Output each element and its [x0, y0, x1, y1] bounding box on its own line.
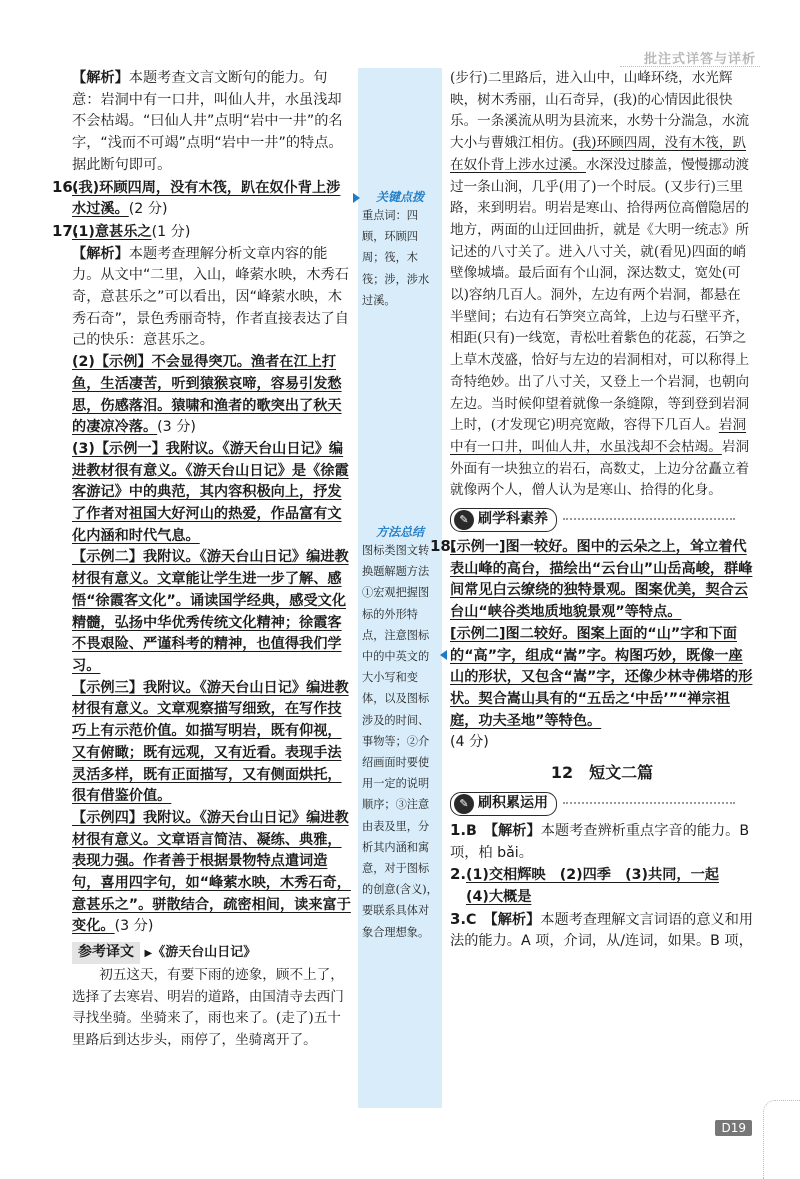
page-corner-decoration [763, 1100, 800, 1179]
q17-p3-example2: 【示例二】我附议。《游天台山日记》编进教材很有意义。文章能让学生进一步了解、感悟“徐霞客文化”。诵读国学经典，感受文化精髓，弘扬中华优秀传统文化精神；徐霞客不畏艰险、严谨科考的精神，也值得我们学习。 [72, 549, 349, 674]
question-number: 16. [52, 177, 79, 196]
reference-translation-heading [72, 942, 354, 965]
q17-p1-answer: (1)意甚乐之 [72, 223, 152, 240]
ref-underlined: (我)环顾四周，没有木筏，趴在奴仆背上涉水过溪。 [450, 135, 747, 173]
page-number: D19 [715, 1120, 752, 1136]
q16-score: (2 分) [128, 201, 168, 218]
badge-dotted-line [563, 518, 735, 520]
section-badge-literacy [450, 508, 754, 532]
q2-line2: (4)大概是 [466, 888, 532, 905]
reference-label: 参考译文 [72, 942, 140, 964]
question-number: 3. [450, 909, 467, 928]
badge-label: 刷学科素养 [478, 511, 548, 528]
question-number: 18. [430, 537, 457, 556]
reference-text-continued [450, 68, 754, 502]
analysis-text: 本题考查辨析重点字音的能力。B 项，柏 bǎi。 [450, 822, 750, 861]
reference-title: 《游天台山日记》 [152, 945, 257, 961]
q1-answer [450, 820, 754, 864]
q17-p3-example4-text: 【示例四】我附议。《游天台山日记》编进教材很有意义。文章语言简洁、凝练、典雅，表现力强。作者善于根据景物特点遣词造句，喜用四字句，如“峰萦水映，木秀石奇，意甚乐之”。骈散结合，疏密相间，读来富于变化。 [72, 809, 351, 935]
section-title: 12 短文二篇 [550, 763, 654, 783]
arrow-right-icon [353, 193, 360, 203]
header-divider [620, 66, 760, 67]
q17-p2-score: (3 分) [157, 419, 196, 436]
badge-label: 刷积累运用 [478, 794, 548, 811]
q17-p2-text: (2)【示例】不会显得突兀。渔者在江上打鱼，生活凄苦，听到猿猴哀啼，容易引发愁思，伤感落泪。猿啸和渔者的歌突出了秋天的凄凉冷落。 [72, 354, 342, 436]
q17-p3-example1: (3)【示例一】我附议。《游天台山日记》编进教材很有意义。《游天台山日记》是《徐霞客游记》中的典范，其内容积极向上，抒发了作者对祖国大好河山的热爱，作品富有文化内涵和时代气息。 [72, 440, 349, 544]
q3-answer [450, 909, 754, 953]
badge-dotted-line [563, 802, 735, 804]
ref-part: 岩洞外面有一块独立的岩石，高数丈，上边分岔矗立着就像两个人，僧人认为是寒山、拾得的化身。 [450, 438, 750, 499]
analysis-text: 本题考查理解分析文章内容的能力。从文中“二里，入山，峰萦水映，木秀石奇，意甚乐之”可以看出，因“峰萦水映，木秀石奇”，景色秀丽奇特，作者直接表达了自己的快乐：意甚乐之。 [72, 245, 349, 349]
section-badge-accumulation [450, 792, 754, 816]
q17-p3-example4 [72, 808, 354, 938]
q16-text: (我)环顾四周，没有木筏，趴在奴仆背上涉水过溪。 [72, 179, 341, 218]
badge [450, 792, 557, 816]
method-summary-note [358, 523, 442, 943]
question-number: 17. [52, 221, 79, 240]
q2-answer [450, 864, 754, 908]
triangle-icon: ▶ [144, 948, 153, 960]
q18-example1 [430, 536, 754, 624]
arrow-left-icon [440, 650, 447, 660]
ref-part: 水深没过膝盖，慢慢挪动渡过一条山涧，几乎(用了)一个时辰。(又步行)三里路，来到明岩。明岩是寒山、拾得两位高僧隐居的地方，两面的山迂回曲折，就是《大明一统志》所记述的八寸关了。进入八寸关，就(看见)四面的峭壁像城墙。最后面有个山洞，深达数丈，宽处(可以)容纳几百人。洞外，左边有两个岩洞，都悬在半壁间；右边有石笋突立高耸，上边与石壁平齐，相距(只有)一线宽，青松吐着紫色的花蕊，石笋之上草木茂盛，恰好与左边的岩洞相对，可以称得上奇特绝妙。出了八寸关，又登上一个岩洞，也朝向左边。当时候仰望着就像一条缝隙，等到登到岩洞上时，(才发现它)明亮宽敞，容得下几百人。 [450, 156, 750, 434]
analysis-label: 【解析】 [491, 822, 541, 839]
analysis-label: 【解析】 [490, 911, 541, 928]
method-summary-text: 图标类图文转换题解题方法①宏观把握图标的外形特点，注意图标中的中英文的大小写和变体，以及图标涉及的时间、事物等；②介绍画面时要使用一定的说明顺序；③注意由表及里，分析其内涵和寓意，对于图标的创意(含义)，要联系具体对象合理想象。 [362, 544, 438, 939]
q17-p3-example3: 【示例三】我附议。《游天台山日记》编进教材很有意义。文章观察描写细致，在写作技巧上有示范价值。如描写明岩，既有仰视，又有俯瞰；既有远观，又有近看。表现手法灵活多样，既有正面描写，又有侧面烘托，很有借鉴价值。 [72, 679, 349, 805]
analysis-label: 【解析】 [72, 245, 129, 262]
q15-analysis [72, 68, 354, 177]
ref-underlined: 岩洞中有一口井，叫仙人井，水虽浅却不会枯竭。 [450, 417, 747, 455]
analysis-text: 本题考查理解文言词语的意义和用法的能力。A 项，介词，从/连词，如果。B 项， [450, 911, 754, 950]
question-number: 1. [450, 820, 467, 839]
badge [450, 508, 557, 532]
q18-score: (4 分) [450, 734, 489, 751]
q16-answer [52, 177, 354, 221]
running-header: 批注式详答与详析 [643, 52, 756, 67]
ref-part: (步行)二里路后，进入山中，山峰环绕，水光辉映，树木秀丽，山石奇异，(我)的心情因此很快乐。一条溪流从明为县流来，水势十分湍急，水流大小与曹娥江相仿。 [450, 70, 750, 152]
q17-p3-score: (3 分) [114, 918, 154, 935]
left-column [52, 68, 354, 1052]
q1-choice: B [466, 822, 477, 839]
annotation-column [358, 68, 442, 1108]
question-number: 2. [450, 865, 467, 884]
analysis-label: 【解析】 [72, 70, 129, 86]
q3-choice: C [466, 911, 477, 928]
key-point-note [358, 188, 442, 311]
reference-text: 初五这天，有要下雨的迹象，顾不上了，选择了去寒岩、明岩的道路，由国清寺去西门寻找坐骑。坐骑来了，雨也来了。(走了)五十里路后到达步头，雨停了，坐骑离开了。 [72, 966, 344, 1048]
key-point-text: 重点词：四顾，环顾四周；筏，木筏；涉，涉水过溪。 [362, 209, 430, 307]
right-column [430, 68, 754, 953]
analysis-text: 本题考查文言文断句的能力。句意：岩洞中有一口井，叫仙人井，水虽浅却不会枯竭。“曰仙人井”点明“岩中一井”的名字，“浅而不可竭”点明“岩中一井”的特点。据此断句即可。 [72, 70, 343, 173]
key-point-title: 关键点拨 [375, 190, 424, 204]
brush-icon: ✎ [454, 510, 474, 530]
q18-example1-text: [示例一]图一较好。图中的云朵之上，耸立着代表山峰的高台，描绘出“云台山”山岳高峻，群峰间常见白云缭绕的独特景观。图案优美，契合云台山“峡谷类地质地貌景观”等特点。 [450, 539, 753, 621]
q17-p1-score: (1 分) [151, 223, 191, 240]
q18-example2: [示例二]图二较好。图案上面的“山”字和下面的“高”字，组成“嵩”字。构图巧妙，既像一座山的形状，又包含“嵩”字，还像少林寺佛塔的形状。契合嵩山具有的“五岳之‘中岳’”“禅宗祖庭，功夫圣地”等特色。 [450, 625, 753, 729]
brush-icon: ✎ [454, 794, 474, 814]
q17-part1-analysis [72, 244, 354, 353]
q17-part1 [52, 221, 354, 244]
q17-part2 [72, 352, 354, 439]
q2-line1: (1)交相辉映 (2)四季 (3)共同，一起 [466, 867, 719, 884]
method-summary-title: 方法总结 [375, 525, 424, 539]
